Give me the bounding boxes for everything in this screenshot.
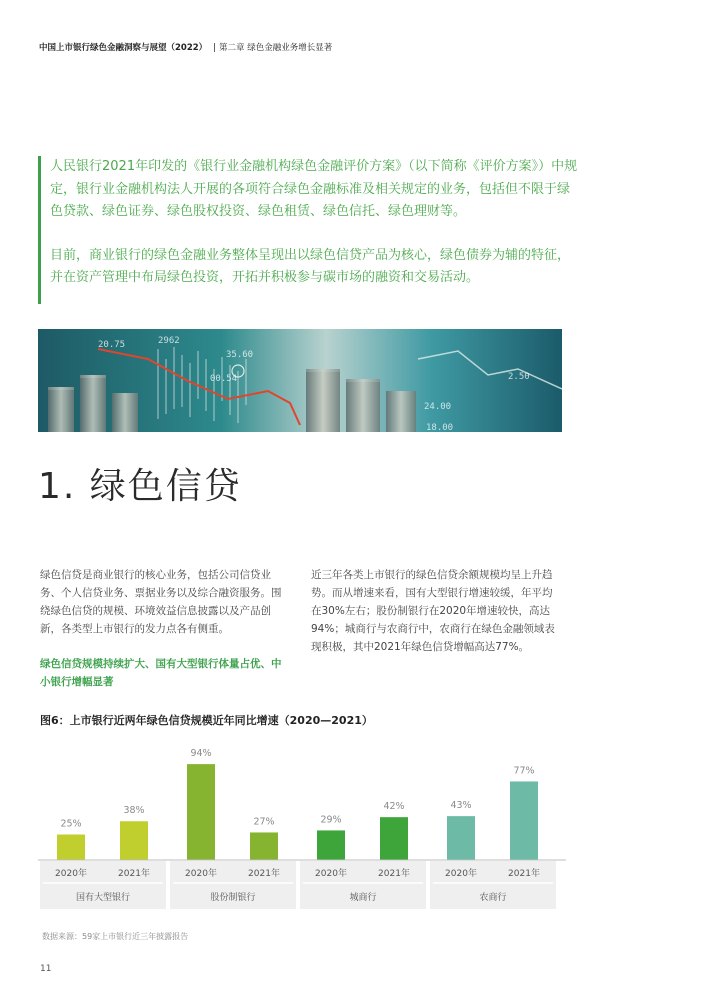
left-paragraph: 绿色信贷是商业银行的核心业务，包括公司信贷业务、个人信贷业务、票据业务以及综合融资服务。围绕绿色信贷的规模、环境效益信息披露以及产品创新，各类型上市银行的发力点各有侧重。	[40, 569, 282, 635]
year-tick-label: 2020年	[315, 869, 347, 879]
body-left-column	[40, 566, 290, 691]
banner-number: 2962	[158, 336, 180, 346]
bar-value-label: 43%	[450, 800, 472, 812]
bar-value-label: 29%	[320, 814, 342, 826]
data-source-note: 数据来源：59家上市银行近三年披露报告	[42, 932, 189, 941]
category-label: 城商行	[349, 893, 377, 903]
year-tick-label: 2021年	[508, 869, 540, 879]
banner-number: 18.00	[426, 423, 454, 432]
chapter-title: 第二章 绿色金融业务增长显著	[219, 43, 333, 53]
key-finding-highlight: 绿色信贷规模持续扩大、国有大型银行体量占优、中小银行增幅显著	[40, 658, 282, 688]
banner-number: 24.00	[424, 402, 452, 412]
running-header	[39, 41, 332, 53]
banner-number: 35.60	[226, 350, 254, 360]
year-tick-label: 2020年	[185, 869, 217, 879]
banner-number: 00.54	[210, 374, 238, 384]
banner-graphic	[38, 329, 562, 432]
body-right-column	[311, 566, 561, 656]
section-title: 1. 绿色信贷	[38, 466, 242, 507]
year-tick-label: 2021年	[118, 869, 150, 879]
bar-value-label: 38%	[123, 805, 145, 817]
year-tick-label: 2021年	[248, 869, 280, 879]
header-separator: |	[213, 43, 217, 53]
bar-value-label: 94%	[190, 748, 212, 760]
year-tick-label: 2020年	[55, 869, 87, 879]
intro-callout	[38, 156, 581, 304]
banner-number: 2.50	[508, 372, 530, 382]
year-tick-label: 2021年	[378, 869, 410, 879]
bar-chart-svg	[38, 736, 568, 916]
year-tick-label: 2020年	[445, 869, 477, 879]
bar-value-label: 77%	[513, 765, 535, 777]
report-title: 中国上市银行绿色金融洞察与展望（2022）	[39, 43, 208, 53]
bar	[187, 764, 215, 860]
bar-value-label: 25%	[60, 818, 82, 830]
bar-value-label: 42%	[383, 801, 405, 813]
bar-chart	[38, 736, 568, 916]
category-label: 国有大型银行	[75, 893, 131, 903]
bar	[510, 781, 538, 860]
category-label: 农商行	[479, 893, 507, 903]
bar	[120, 821, 148, 860]
bar	[57, 835, 85, 861]
right-paragraph: 近三年各类上市银行的绿色信贷余额规模均呈上升趋势。而从增速来看，国有大型银行增速较缓，年平均在30%左右；股份制银行在2020年增速较快，高达94%；城商行与农商行中，农商行在绿色金融领域表现积极，其中2021年绿色信贷增幅高达77%。	[311, 569, 555, 653]
bar	[250, 832, 278, 860]
figure-title: 图6：上市银行近两年绿色信贷规模近年同比增速（2020—2021）	[40, 714, 373, 727]
bar-value-label: 27%	[253, 816, 275, 828]
intro-paragraph-2: 目前，商业银行的绿色金融业务整体呈现出以绿色信贷产品为核心，绿色债券为辅的特征，并在资产管理中布局绿色投资，开拓并积极参与碳市场的融资和交易活动。	[50, 247, 571, 285]
banner-number: 20.75	[98, 340, 126, 350]
bar	[380, 817, 408, 860]
finance-banner-image	[38, 329, 562, 432]
bar	[447, 816, 475, 860]
intro-paragraph-1: 人民银行2021年印发的《银行业金融机构绿色金融评价方案》（以下简称《评价方案》）中规定，银行业金融机构法人开展的各项符合绿色金融标准及相关规定的业务，包括但不限于绿色贷款、绿色证券、绿色股权投资、绿色租赁、绿色信托、绿色理财等。	[50, 159, 578, 219]
category-label: 股份制银行	[210, 893, 256, 903]
page-number: 11	[40, 964, 52, 974]
bar	[317, 830, 345, 860]
